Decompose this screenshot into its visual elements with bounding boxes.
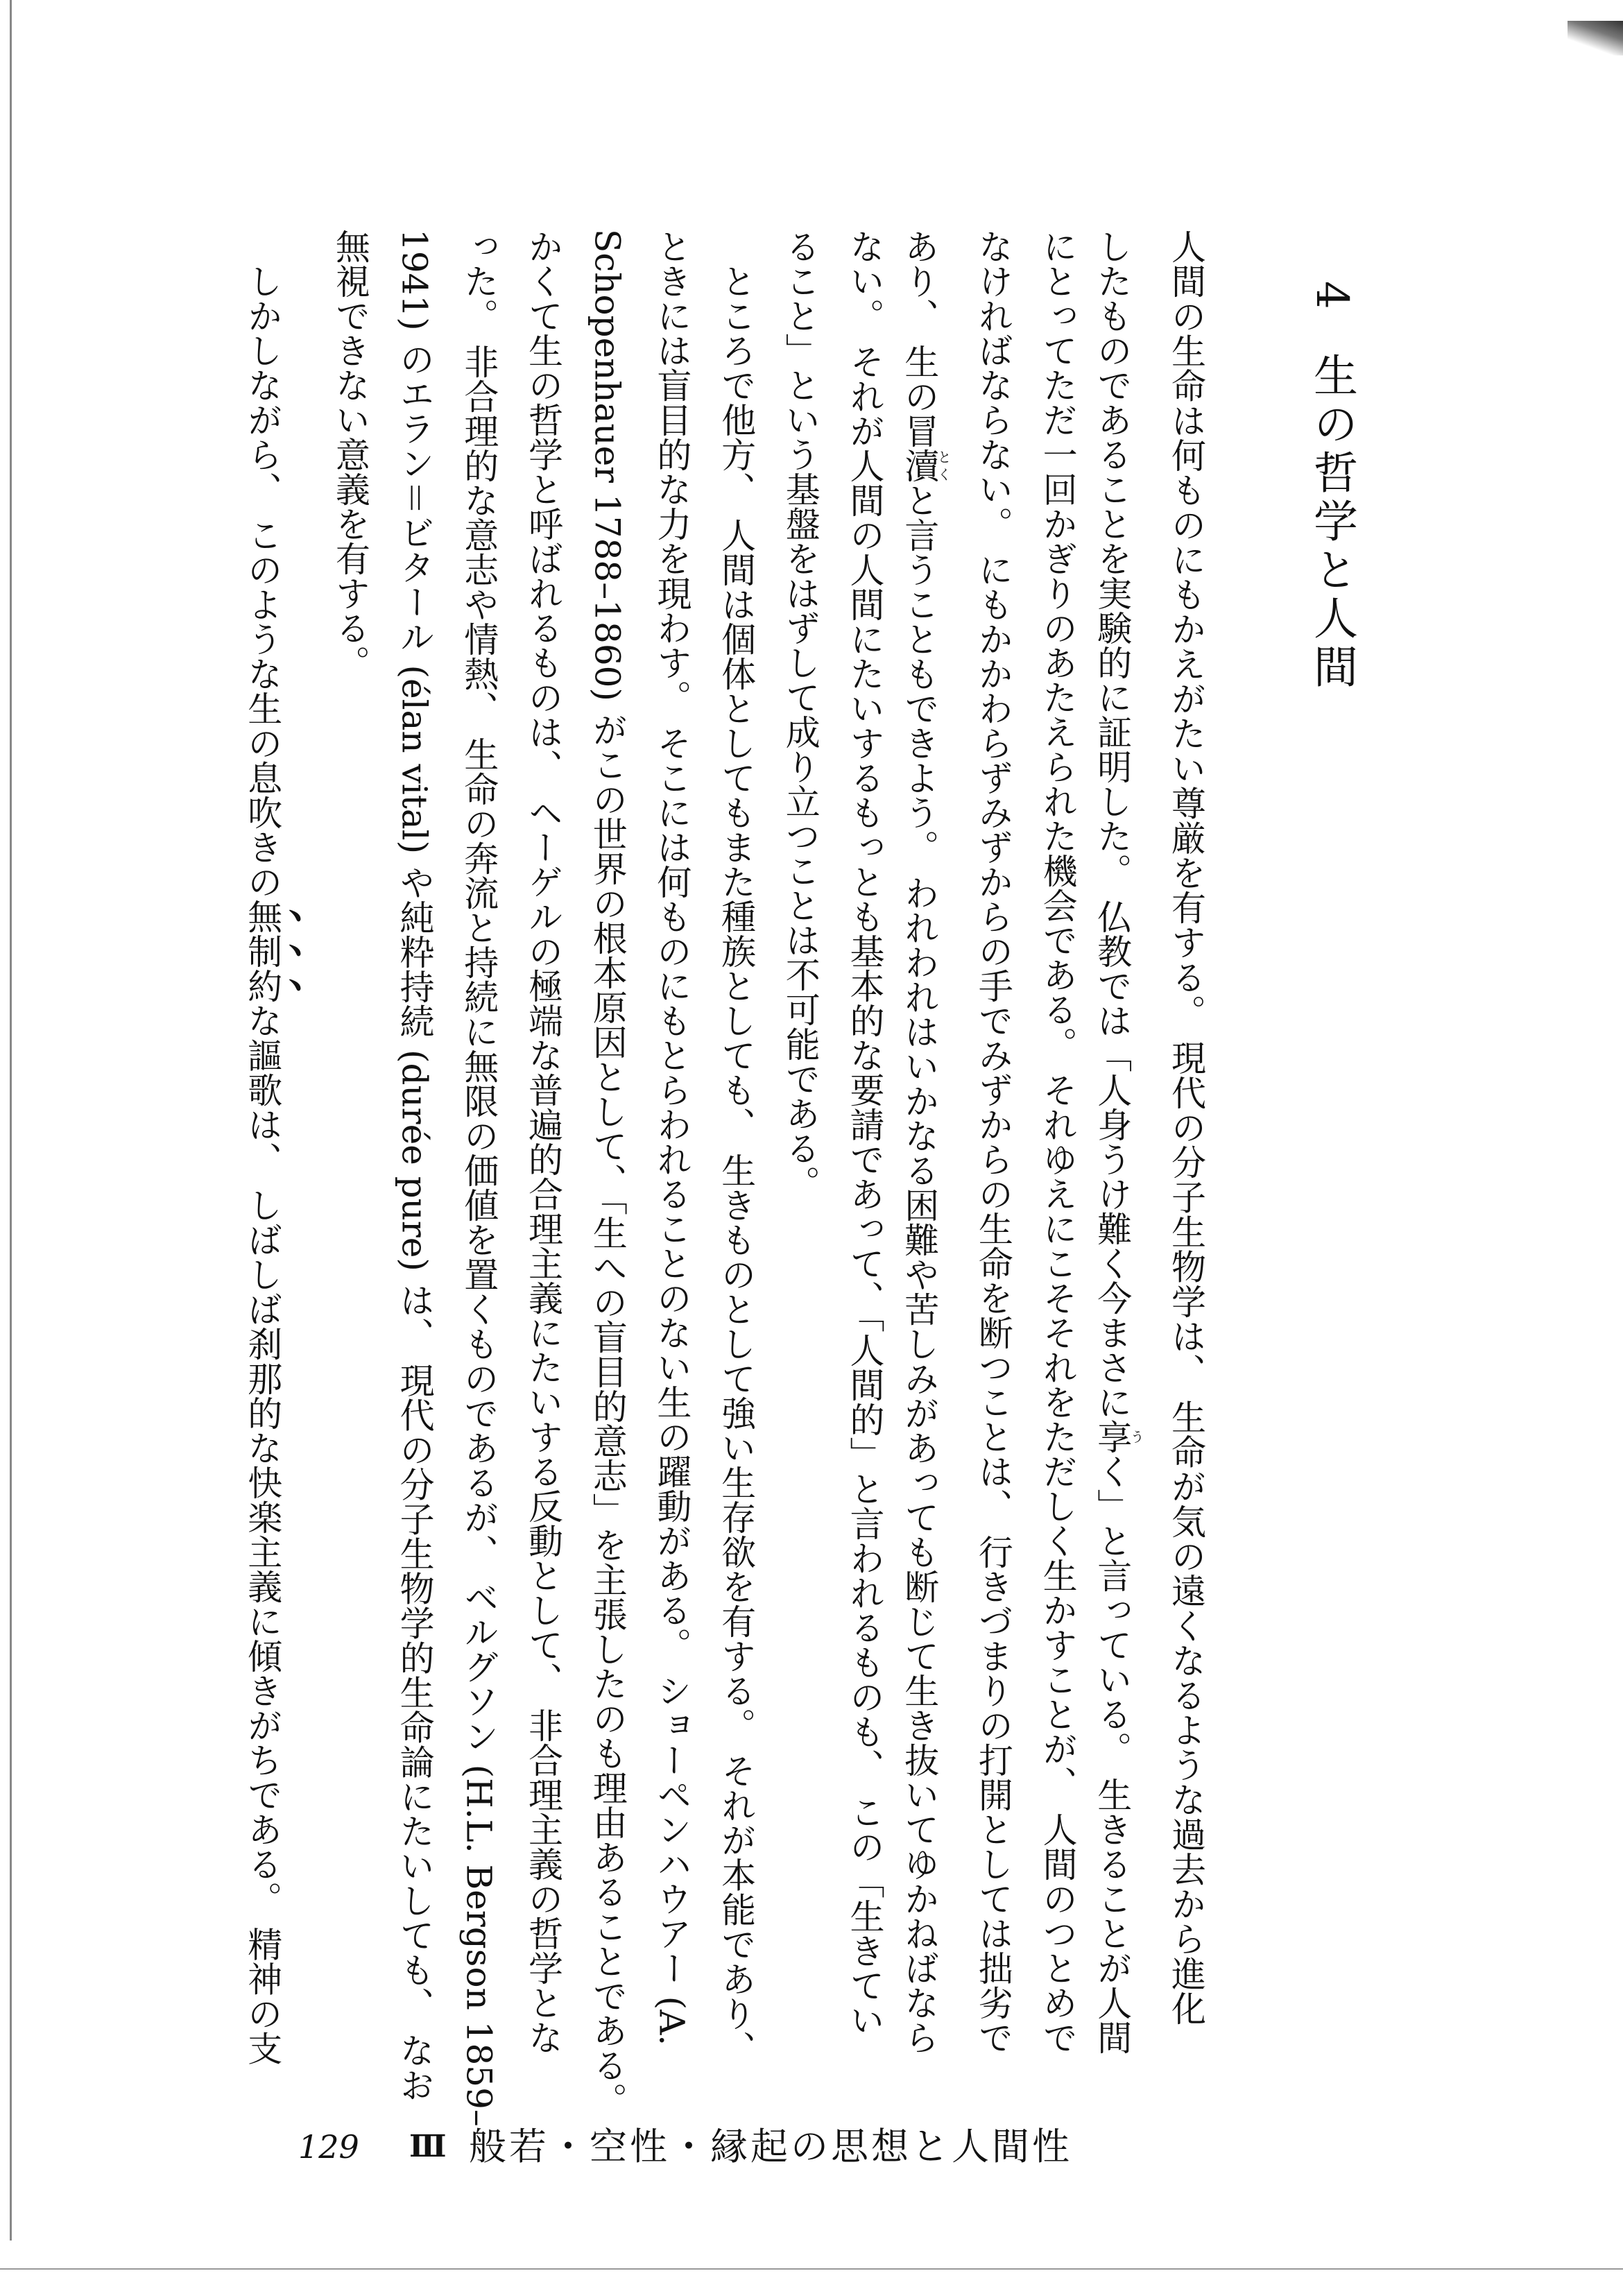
ruby-reading: とく [935, 447, 952, 483]
text-segment: Schopenhauer 1788–1860) がこの世界の根本原因として、「生への盲目的意志」を主張したのも理由あることである。 [587, 229, 628, 2117]
text-segment: ない。 それが人間の人間にたいするもっとも基本的な要請であって、「人間的」と言われるものも、 この「生きてい [844, 229, 885, 2037]
text-segment: したものであることを実験的に証明した。 仏教では「人身うけ難く今まさに [1092, 229, 1133, 1419]
scan-shadow [1568, 21, 1623, 55]
running-title: 般若・空性・縁起の思想と人間性 [469, 2125, 1072, 2168]
text-segment: かくて生の哲学と呼ばれるものは、 ヘーゲルの極端な普遍的合理主義にたいする反動として、 非合理主義の哲学とな [523, 229, 563, 2055]
text-line [714, 229, 757, 2066]
text-segment: な謳歌は、 しばしば刹那的な快楽主義に傾きがちである。 精神の支 [242, 1002, 283, 2066]
text-line [1092, 229, 1145, 2055]
text-line [899, 229, 952, 2055]
text-segment: く」と言っている。 生きることが人間 [1092, 1453, 1133, 2055]
emphasized-text: 無制約 [242, 898, 283, 1003]
text-segment: ときには盲目的な力を現わす。 そこには何ものにもとらわれることのない生の躍動がある。 ショーペンハウアー (A. [651, 229, 692, 2046]
text-line [522, 229, 565, 2055]
text-segment: しかしながら、 このような生の息吹きの [242, 229, 283, 899]
text-line [650, 229, 693, 2046]
text-segment: なければならない。 にもかかわらずみずからの手でみずからの生命を断つことは、 行きづまりの打開としては拙劣で [972, 229, 1013, 2055]
ruby-base: 享 [1092, 1419, 1133, 1454]
text-segment: 人間の生命は何ものにもかえがたい尊厳を有する。 現代の分子生物学は、 生命が気の遠くなるような過去から進化 [1166, 229, 1206, 2025]
ruby-text [899, 447, 952, 483]
text-line [972, 229, 1015, 2055]
text-line [329, 229, 372, 2025]
text-segment: 1941) のエラン＝ビタール (élan vital) や純粋持続 (durée pure) は、 現代の分子生物学的生命論にたいしても、 なお [394, 229, 435, 2102]
text-segment: と言うこともできよう。 われわれはいかなる困難や苦しみがあっても断じて生き抜いてゆかねばなら [899, 482, 940, 2055]
text-line [457, 229, 500, 2127]
text-segment: あり、 生の冒 [899, 229, 940, 448]
text-line [242, 229, 307, 2066]
page-number: 129 [298, 2128, 359, 2166]
text-line [843, 229, 886, 2037]
text-segment: った。 非合理的な意志や情熱、 生命の奔流と持続に無限の価値を置くものであるが、 ベルグソン (H.L. Bergson 1859– [458, 229, 499, 2127]
ruby-base: 瀆 [899, 447, 940, 483]
text-line [393, 229, 436, 2102]
ruby-reading: う [1128, 1419, 1145, 1454]
section-number: 4 [1306, 281, 1357, 314]
text-line [779, 229, 822, 2025]
part-number: Ⅲ [409, 2129, 447, 2164]
ruby-text [1092, 1419, 1145, 1454]
text-segment: 無視できない意義を有する。 [329, 229, 370, 680]
section-heading [1307, 281, 1356, 692]
text-line [586, 229, 629, 2117]
text-segment: ところで他方、 人間は個体としてもまた種族としても、 生きものとして強い生存欲を有する。 それが本能であり、 [716, 229, 757, 2066]
text-segment: ること」という基盤をはずして成り立つことは不可能である。 [780, 229, 821, 1200]
text-line [1165, 229, 1208, 2025]
text-line [1036, 229, 1079, 2055]
scan-edge [0, 2268, 1623, 2270]
section-title: 生の哲学と人間 [1306, 352, 1357, 693]
text-segment: にとってただ一回かぎりのあたえられた機会である。 それゆえにこそそれをただしく生かすことが、 人間のつとめで [1037, 229, 1078, 2055]
scan-edge [10, 0, 12, 2241]
